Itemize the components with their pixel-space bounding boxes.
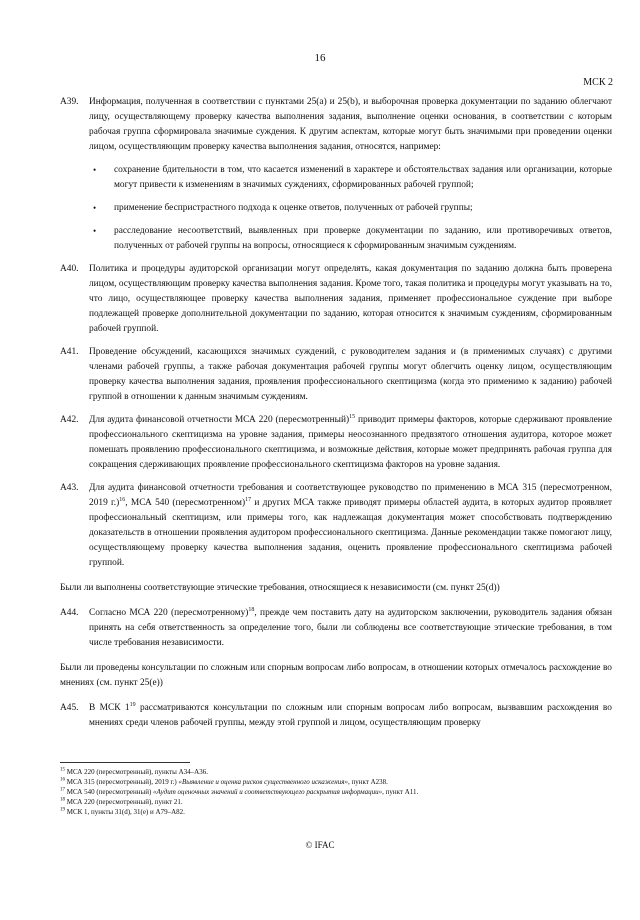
list-item: • применение беспристрастного подхода к оценке ответов, полученных от рабочей группы; (89, 201, 612, 216)
footnote-divider (60, 762, 190, 763)
paragraph-number: A41. (60, 347, 79, 357)
footnote: $^{18}$ МСА 220 (пересмотренный), пункт 21. (60, 797, 183, 806)
paragraph-a43: A43. Для аудита финансовой отчетности требования и соответствующее руководство по применению в МСА 315 (пересмотренном, 2019 г.)$^{16}$, МСА 540 (пересмотренном)$^{17}$ и других МСА также приводят примеры областей аудита, в которых аудитор проявляет профессиональный скептицизм, или примеры того, как надлежащая документация может способствовать подтверждению доказательств в отношении проявления аудитором профессионального скептицизма. Данные рекомендации также помогают лицу, осуществляющему проверку качества выполнения задания, оценить проявление профессионального скептицизма рабочей группой. (60, 483, 612, 568)
paragraph-text: Политика и процедуры аудиторской организации могут определять, какая документация по заданию должна быть проверена лицом, осуществляющим проверку качества выполнения задания. Кроме того, такая политика и процедуры могут указывать на то, что лицо, осуществляющее проверку качества выполнения задания, применяет профессиональное суждение при выборе подлежащей проверке дополнительной документации по заданию, которая относится к значимым суждениям, сформированным рабочей группой. (89, 264, 612, 334)
paragraph-number: A40. (60, 264, 79, 274)
paragraph-number: A45. (60, 703, 79, 713)
paragraph-a41 (60, 345, 612, 405)
footnote: $^{15}$ МСА 220 (пересмотренный), пункты A34–A36. (60, 767, 208, 776)
bullet-list (89, 163, 612, 254)
section-heading: Были ли проведены консультации по сложным или спорным вопросам либо вопросам, в отношении которых отмечалось расхождение во мнениях (см. пункт 25(e)) (60, 663, 612, 688)
copyright-footer: © IFAC (305, 840, 335, 850)
paragraph-a42: A42. Для аудита финансовой отчетности МСА 220 (пересмотренный)$^{15}$ приводит примеры факторов, которые сдерживают проявление профессионального скептицизма на уровне задания, примеры неосознанного предвзятого отношения аудитора, которое может помешать проявлению профессионального скептицизма, и возможные действия, которые может предпринять рабочая группа для сокращения сдерживающих проявление профессионального скептицизма факторов на уровне задания. (60, 413, 612, 470)
paragraph-number: A42. (60, 415, 79, 425)
paragraph-number: A39. (60, 97, 79, 107)
footnote: $^{16}$ МСА 315 (пересмотренный), 2019 г.) «Выявление и оценка рисков существенного искажения», пункт A238. (60, 777, 388, 786)
footnote-ref: 19 (129, 701, 136, 708)
section-heading: Были ли выполнены соответствующие этические требования, относящиеся к независимости (см. пункт 25(d)) (60, 583, 500, 593)
footnote: $^{17}$ МСА 540 (пересмотренный) «Аудит оценочных значений и соответствующего раскрытия информации», пункт A11. (60, 787, 419, 796)
paragraph-a40 (60, 262, 612, 337)
list-item: • сохранение бдительности в том, что касается изменений в характере и обстоятельствах задания или организации, которые могут привести к изменениям в значимых суждениях, сформированных рабочей группой; (93, 165, 612, 190)
list-item: • расследование несоответствий, выявленных при проверке документации по заданию, или противоречивых ответов, полученных от рабочей группы на вопросы, относящиеся к сформированным значимым суждениям. (93, 226, 612, 251)
paragraph-number: A44. (60, 608, 79, 618)
footnotes (60, 767, 612, 817)
paragraph-a45: A45. В МСК $1^{19}$ рассматриваются консультации по сложным или спорным вопросам либо вопросам, вызвавшим расхождения во мнениях среди членов рабочей группы, между этой группой и лицом, осуществляющим проверку (60, 701, 612, 728)
footnote-ref: 18 (248, 606, 255, 613)
paragraph-text: Информация, полученная в соответствии с пунктами 25(a) и 25(b), и выборочная проверка документации по заданию облегчают лицу, осуществляющему проверку качества выполнения задания, выполнение оценки основания, в соответствии с которым рабочая группа сформировала значимые суждения. К другим аспектам, которые могут быть значимыми при проведении оценки лицом, осуществляющим проверку качества выполнения задания, относятся, например: (89, 97, 612, 152)
document-body (60, 95, 612, 739)
page-number: 16 (314, 52, 326, 64)
footnote: $^{19}$ МСК 1, пункты 31(d), 31(e) и A79–A82. (60, 807, 185, 816)
footnote-ref: 15 (349, 413, 356, 420)
document-label: МСК 2 (583, 77, 613, 88)
paragraph-number: A43. (60, 483, 79, 493)
paragraph-text: Проведение обсуждений, касающихся значимых суждений, с руководителем задания и (в применимых случаях) с другими членами рабочей группы, а также рабочая документация рабочей группы могут облегчить оценку лицом, осуществляющим проверку качества выполнения задания, проявления профессионального скептицизма (когда это применимо к заданию) рабочей группой в отношении к данным значимым суждениям. (89, 347, 612, 402)
bullet-icon: • (93, 203, 97, 213)
footnote-ref: 17 (245, 496, 252, 503)
bullet-icon: • (93, 226, 97, 236)
bullet-icon: • (93, 165, 97, 175)
paragraph-a44: A44. Согласно МСА 220 (пересмотренному)$^{18}$, прежде чем поставить дату на аудиторском заключении, руководитель задания обязан принять на себя ответственность за определение того, были ли соблюдены все соответствующие этические требования, в том числе требования независимости. (60, 606, 612, 648)
paragraph-a39 (60, 95, 612, 155)
footnote-ref: 16 (119, 496, 126, 503)
